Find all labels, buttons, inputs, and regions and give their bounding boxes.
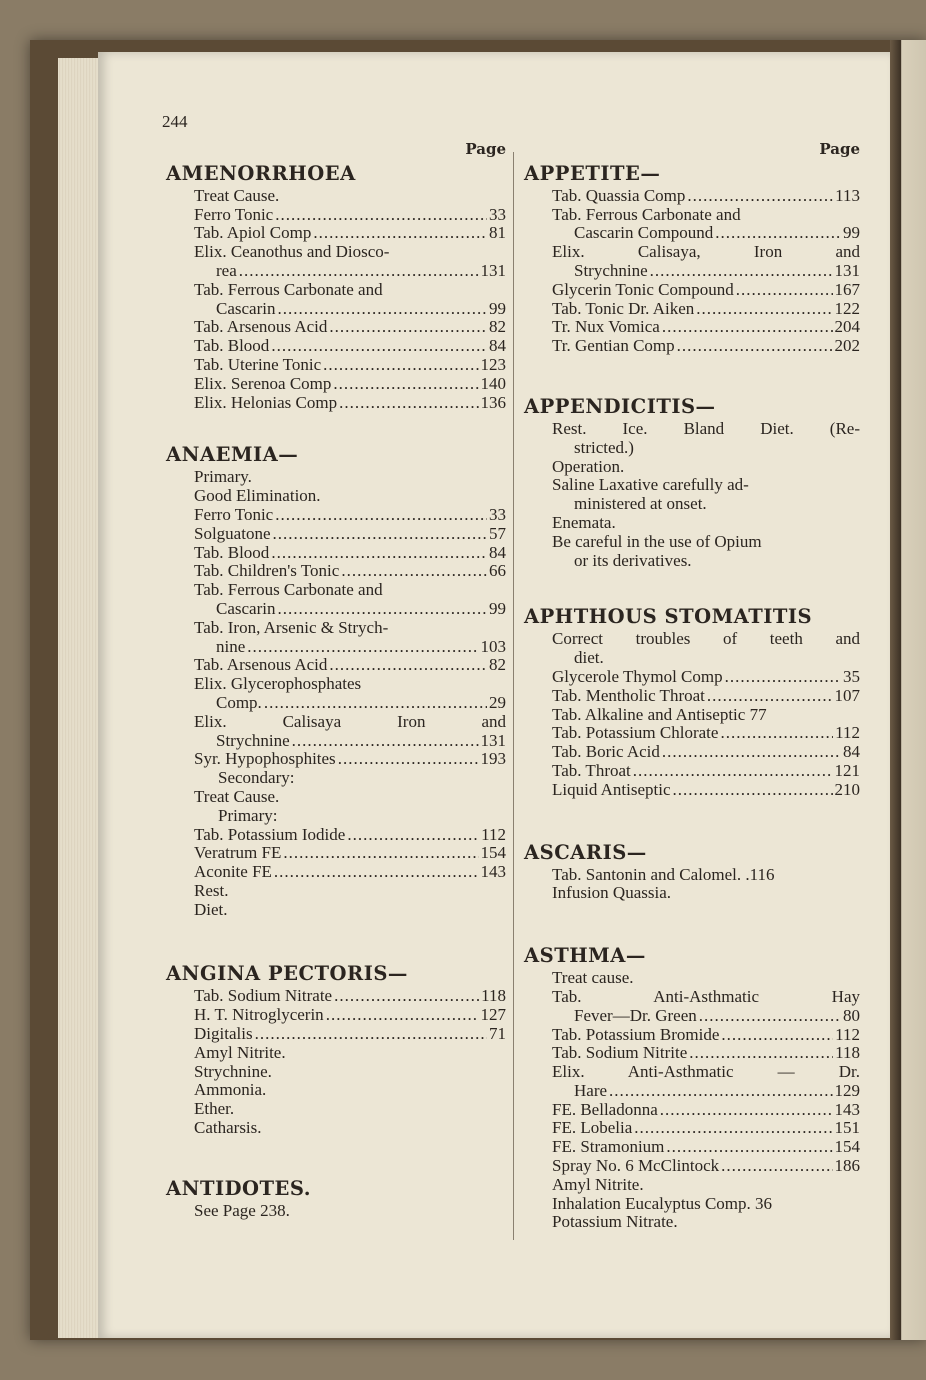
entry-page: 107 [834, 685, 860, 705]
entry-page: 112 [835, 723, 860, 743]
leader-dots [725, 668, 841, 687]
leader-dots [313, 224, 487, 243]
entry-name: Strychnine [574, 260, 648, 280]
entry-name: Ferro Tonic [194, 204, 274, 224]
index-text: Elix. Calisaya Iron and [194, 711, 506, 731]
entry-page: 186 [834, 1156, 860, 1176]
entry-page: 82 [489, 317, 506, 337]
index-text: Be careful in the use of Opium [552, 531, 762, 551]
section-heading: ASCARIS— [524, 840, 647, 864]
entry-name: Glycerole Thymol Comp [552, 666, 723, 686]
leader-dots [341, 562, 487, 581]
leader-dots [264, 694, 487, 713]
leader-dots [662, 743, 841, 762]
index-text: See Page 238. [194, 1200, 290, 1220]
index-entry [524, 318, 860, 337]
index-text: Saline Laxative carefully ad- [552, 475, 749, 495]
index-entry [166, 300, 506, 319]
entry-page: 112 [835, 1024, 860, 1044]
index-entry [524, 1138, 860, 1157]
index-text: Inhalation Eucalyptus Comp. 36 [552, 1193, 773, 1213]
index-text: Catharsis. [194, 1118, 262, 1138]
leader-dots [271, 544, 487, 563]
entry-name: Tab. Sodium Nitrate [194, 986, 333, 1006]
leader-dots [736, 281, 833, 300]
index-text: Enemata. [552, 512, 616, 532]
leader-dots [339, 394, 478, 413]
index-entry [166, 600, 506, 619]
index-entry [166, 656, 506, 675]
entry-name: nine [216, 636, 246, 656]
entry-page: 154 [834, 1137, 860, 1157]
leader-dots [689, 1044, 833, 1063]
index-entry [524, 187, 860, 206]
index-entry [524, 1082, 860, 1101]
leader-dots [273, 525, 488, 544]
section-heading: APPETITE— [524, 161, 661, 185]
leader-dots [277, 600, 487, 619]
entry-name: Hare [574, 1080, 608, 1100]
index-entry [524, 262, 860, 281]
index-entry [166, 844, 506, 863]
index-entry [166, 506, 506, 525]
right-column [524, 140, 860, 1232]
index-text: or its derivatives. [574, 550, 692, 570]
entry-page: 143 [480, 862, 506, 882]
entry-name: FE. Stramonium [552, 1137, 665, 1157]
entry-name: Tab. Quassia Comp [552, 185, 686, 205]
entry-page: 204 [834, 317, 860, 337]
index-text: Elix. Ceanothus and Diosco- [194, 242, 390, 262]
entry-page: 210 [834, 779, 860, 799]
index-text: Tab. Alkaline and Antiseptic 77 [552, 704, 767, 724]
entry-name: Tab. Tonic Dr. Aiken [552, 298, 695, 318]
entry-name: Aconite FE [194, 862, 272, 882]
index-entry [524, 668, 860, 687]
leader-dots [609, 1082, 832, 1101]
index-entry [166, 525, 506, 544]
index-text: Ammonia. [194, 1080, 267, 1100]
index-entry [166, 544, 506, 563]
leader-dots [660, 1101, 833, 1120]
index-text: Amyl Nitrite. [552, 1174, 644, 1194]
entry-page: 84 [489, 336, 506, 356]
entry-page: 167 [834, 279, 860, 299]
entry-name: Cascarin Compound [574, 223, 714, 243]
index-entry [166, 863, 506, 882]
index-entry [524, 762, 860, 781]
index-text: Strychnine. [194, 1061, 272, 1081]
section-heading: AMENORRHOEA [166, 161, 356, 185]
entry-name: FE. Lobelia [552, 1118, 633, 1138]
index-entry [166, 1025, 506, 1044]
index-entry [166, 375, 506, 394]
index-entry [166, 750, 506, 769]
leader-dots [662, 318, 833, 337]
leader-dots [338, 750, 479, 769]
index-entry [524, 781, 860, 800]
entry-page: 151 [834, 1118, 860, 1138]
section-heading: ANTIDOTES. [166, 1176, 312, 1200]
entry-page: 66 [489, 561, 506, 581]
leader-dots [271, 337, 487, 356]
index-entry [166, 732, 506, 751]
entry-name: Glycerin Tonic Compound [552, 279, 734, 299]
entry-name: Digitalis [194, 1024, 253, 1044]
entry-name: Tab. Uterine Tonic [194, 354, 322, 374]
entry-name: H. T. Nitroglycerin [194, 1005, 324, 1025]
index-text: diet. [574, 648, 604, 668]
index-entry [166, 318, 506, 337]
entry-page: 99 [489, 598, 506, 618]
entry-page: 131 [480, 730, 506, 750]
leader-dots [239, 262, 479, 281]
index-entry [166, 206, 506, 225]
index-text: Primary. [194, 467, 252, 487]
entry-page: 57 [489, 523, 506, 543]
index-text: Tab. Anti-Asthmatic Hay [552, 986, 860, 1006]
index-text: Treat Cause. [194, 786, 280, 806]
entry-name: Tab. Boric Acid [552, 742, 660, 762]
index-text: ministered at onset. [574, 494, 707, 514]
index-entry [524, 337, 860, 356]
entry-page: 33 [489, 504, 506, 524]
leader-dots [677, 337, 833, 356]
entry-page: 129 [834, 1080, 860, 1100]
entry-name: Elix. Serenoa Comp [194, 373, 332, 393]
index-entry [166, 562, 506, 581]
section-heading: ANGINA PECTORIS— [166, 962, 408, 986]
index-text: Tab. Santonin and Calomel. .116 [552, 864, 775, 884]
entry-page: 118 [835, 1043, 860, 1063]
index-entry [524, 300, 860, 319]
leader-dots [329, 656, 487, 675]
entry-page: 123 [480, 354, 506, 374]
entry-page: 122 [834, 298, 860, 318]
index-text: Good Elimination. [194, 486, 321, 506]
index-entry [166, 987, 506, 1006]
leader-dots [255, 1025, 487, 1044]
index-text: Tab. Ferrous Carbonate and [194, 279, 383, 299]
index-text: Tab. Iron, Arsenic & Strych- [194, 617, 389, 637]
page-number: 244 [162, 112, 188, 131]
index-text: Amyl Nitrite. [194, 1042, 286, 1062]
entry-page: 140 [480, 373, 506, 393]
index-entry [524, 743, 860, 762]
entry-name: Tab. Mentholic Throat [552, 685, 705, 705]
leader-dots [347, 826, 479, 845]
entry-name: Tab. Children's Tonic [194, 561, 340, 581]
leader-dots [696, 300, 832, 319]
entry-page: 118 [481, 986, 506, 1006]
leader-dots [333, 375, 478, 394]
index-entry [524, 281, 860, 300]
entry-name: Tab. Arsenous Acid [194, 317, 328, 337]
entry-page: 84 [489, 542, 506, 562]
leader-dots [292, 732, 479, 751]
leader-dots [687, 187, 833, 206]
entry-name: Ferro Tonic [194, 504, 274, 524]
leader-dots [634, 1119, 832, 1138]
entry-name: Syr. Hypophosphites [194, 749, 336, 769]
leader-dots [275, 506, 487, 525]
index-text: Tab. Ferrous Carbonate and [194, 580, 383, 600]
index-text: stricted.) [574, 437, 634, 457]
facing-page-edge [890, 40, 926, 1340]
leader-dots [283, 844, 478, 863]
index-entry [166, 638, 506, 657]
entry-page: 103 [480, 636, 506, 656]
index-entry [524, 1101, 860, 1120]
index-entry [166, 224, 506, 243]
leader-dots [666, 1138, 832, 1157]
column-divider [513, 152, 514, 1240]
entry-name: Spray No. 6 McClintock [552, 1156, 720, 1176]
leader-dots [721, 1157, 832, 1176]
entry-name: Cascarin [216, 598, 276, 618]
index-entry [524, 724, 860, 743]
leader-dots [720, 724, 833, 743]
entry-page: 131 [480, 260, 506, 280]
entry-page: 33 [489, 204, 506, 224]
entry-name: Liquid Antiseptic [552, 779, 671, 799]
entry-name: Tab. Blood [194, 542, 270, 562]
entry-name: Veratrum FE [194, 843, 282, 863]
section-heading: ANAEMIA— [166, 443, 299, 467]
entry-page: 121 [834, 760, 860, 780]
index-text: Infusion Quassia. [552, 883, 671, 903]
leader-dots [277, 300, 487, 319]
entry-page: 112 [481, 824, 506, 844]
index-text: Primary: [218, 805, 278, 825]
entry-name: rea [216, 260, 237, 280]
page-label: Page [465, 140, 506, 158]
leader-dots [274, 863, 479, 882]
index-text: Rest. Ice. Bland Diet. (Re- [552, 418, 860, 438]
entry-page: 202 [834, 336, 860, 356]
entry-name: Tab. Arsenous Acid [194, 655, 328, 675]
entry-name: Tab. Sodium Nitrite [552, 1043, 688, 1063]
entry-name: Tab. Blood [194, 336, 270, 356]
leader-dots [326, 1006, 479, 1025]
entry-page: 143 [834, 1099, 860, 1119]
leader-dots [633, 762, 833, 781]
entry-page: 82 [489, 655, 506, 675]
entry-name: Tr. Nux Vomica [552, 317, 660, 337]
leader-dots [334, 987, 479, 1006]
entry-name: Strychnine [216, 730, 290, 750]
section-heading: APPENDICITIS— [524, 394, 716, 418]
entry-page: 71 [489, 1024, 506, 1044]
index-entry [166, 356, 506, 375]
entry-page: 29 [489, 692, 506, 712]
index-entry [166, 262, 506, 281]
entry-page: 99 [489, 298, 506, 318]
leader-dots [323, 356, 478, 375]
entry-page: 131 [834, 260, 860, 280]
entry-page: 99 [843, 223, 860, 243]
entry-page: 113 [835, 185, 860, 205]
index-entry [166, 826, 506, 845]
entry-page: 154 [480, 843, 506, 863]
index-entry [524, 1026, 860, 1045]
entry-page: 35 [843, 666, 860, 686]
entry-name: Tab. Potassium Chlorate [552, 723, 719, 743]
page-label: Page [819, 140, 860, 158]
leader-dots [715, 224, 841, 243]
entry-name: Solguatone [194, 523, 271, 543]
index-entry [524, 224, 860, 243]
page-edges [58, 58, 98, 1338]
entry-name: Comp. [216, 692, 262, 712]
index-text: Elix. Anti-Asthmatic — Dr. [552, 1062, 860, 1082]
leader-dots [247, 638, 478, 657]
index-text: Operation. [552, 456, 625, 476]
index-entry [524, 1007, 860, 1026]
section-heading: APHTHOUS STOMATITIS [524, 605, 813, 629]
index-entry [524, 1119, 860, 1138]
leader-dots [721, 1026, 833, 1045]
entry-name: FE. Belladonna [552, 1099, 658, 1119]
index-text: Correct troubles of teeth and [552, 629, 860, 649]
index-entry [524, 1044, 860, 1063]
leader-dots [275, 206, 487, 225]
index-entry [166, 694, 506, 713]
entry-name: Tab. Potassium Bromide [552, 1024, 720, 1044]
index-text: Ether. [194, 1099, 235, 1119]
leader-dots [329, 318, 487, 337]
index-text: Treat Cause. [194, 185, 280, 205]
entry-page: 84 [843, 742, 860, 762]
index-entry [166, 1006, 506, 1025]
index-text: Tab. Ferrous Carbonate and [552, 204, 741, 224]
index-text: Secondary: [218, 768, 295, 788]
leader-dots [699, 1007, 841, 1026]
section-heading: ASTHMA— [524, 944, 646, 968]
index-text: Rest. [194, 880, 229, 900]
entry-page: 80 [843, 1005, 860, 1025]
index-entry [166, 337, 506, 356]
entry-name: Fever—Dr. Green [574, 1005, 697, 1025]
index-text: Diet. [194, 899, 228, 919]
entry-name: Tab. Potassium Iodide [194, 824, 346, 844]
leader-dots [650, 262, 833, 281]
index-entry [524, 1157, 860, 1176]
entry-page: 136 [480, 392, 506, 412]
index-entry [524, 687, 860, 706]
index-text: Potassium Nitrate. [552, 1212, 678, 1232]
index-entry [166, 394, 506, 413]
entry-page: 193 [480, 749, 506, 769]
index-text: Treat cause. [552, 968, 634, 988]
entry-name: Tr. Gentian Comp [552, 336, 675, 356]
left-column [166, 140, 506, 1221]
entry-page: 127 [480, 1005, 506, 1025]
entry-page: 81 [489, 223, 506, 243]
entry-name: Cascarin [216, 298, 276, 318]
leader-dots [673, 781, 833, 800]
leader-dots [707, 687, 833, 706]
entry-name: Tab. Apiol Comp [194, 223, 312, 243]
entry-name: Elix. Helonias Comp [194, 392, 338, 412]
entry-name: Tab. Throat [552, 760, 631, 780]
index-text: Elix. Glycerophosphates [194, 674, 362, 694]
index-text: Elix. Calisaya, Iron and [552, 242, 860, 262]
